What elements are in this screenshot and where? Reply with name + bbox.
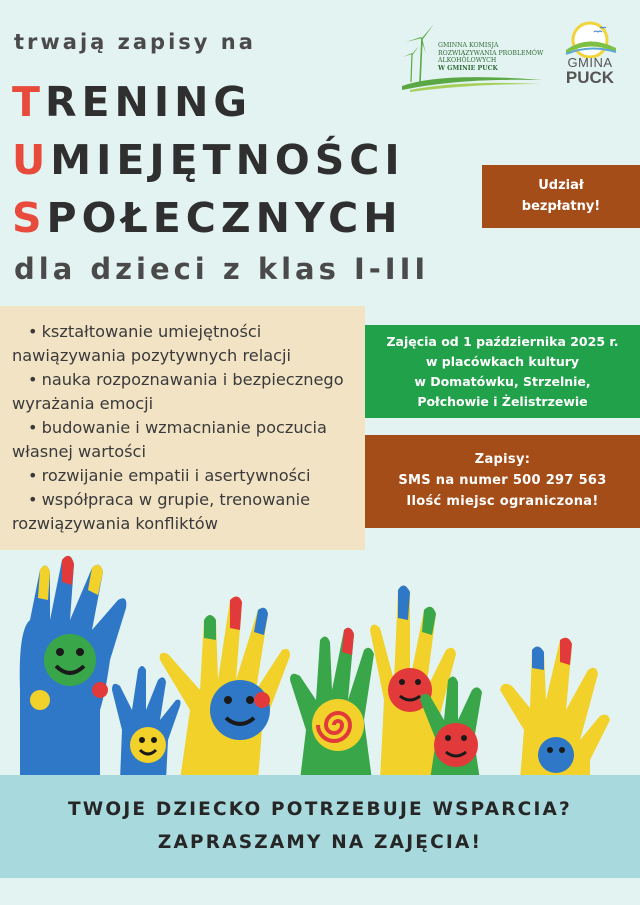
schedule-line-3: w Domatówku, Strzelnie, (414, 373, 591, 389)
commission-line-4: W GMINIE PUCK (438, 64, 498, 72)
schedule-box (365, 325, 640, 418)
bullet-icon: • (28, 418, 38, 437)
list-item (12, 488, 361, 536)
title-line-1 (12, 78, 253, 126)
footer-line-1: TWOJE DZIECKO POTRZEBUJE WSPARCIA? (67, 799, 572, 820)
painted-hand (112, 666, 181, 780)
schedule-line-4: Połchowie i Żelistrzewie (417, 393, 588, 409)
subtitle: trwają zapisy na (14, 30, 256, 54)
topic-text: nauka rozpoznawania i bezpiecznego wyrażania emocji (12, 370, 344, 413)
schedule-line-2: w placówkach kultury (425, 353, 580, 369)
schedule-line-1: Zajęcia od 1 października 2025 r. (386, 333, 619, 349)
bullet-icon: • (28, 466, 38, 485)
title-initial-2: U (12, 136, 51, 184)
free-line-1: Udział (538, 178, 584, 194)
topic-text: rozwijanie empatii i asertywności (41, 466, 311, 485)
painted-hand (500, 638, 610, 780)
topic-text: współpraca w grupie, trenowanie rozwiązywania konfliktów (12, 490, 311, 533)
list-item (12, 416, 361, 464)
signup-limit: Ilość miejsc ograniczona! (406, 493, 599, 509)
list-item (12, 368, 361, 416)
painted-hand (20, 556, 127, 780)
gmina-puck-logo (558, 18, 622, 94)
audience-heading: dla dzieci z klas I-III (14, 252, 430, 286)
free-participation-box (482, 165, 640, 228)
footer-banner (0, 775, 640, 878)
title-rest-2: MIEJĘTNOŚCI (50, 136, 405, 184)
bullet-icon: • (28, 370, 38, 389)
bullet-icon: • (28, 490, 38, 509)
gmina-puck-text (560, 56, 620, 86)
free-line-2: bezpłatny! (521, 198, 601, 214)
bullet-icon: • (28, 322, 38, 341)
signup-box (365, 435, 640, 528)
title-initial-3: S (12, 194, 47, 242)
topic-text: budowanie i wzmacnianie poczucia własnej wartości (12, 418, 327, 461)
commission-logo (400, 20, 545, 92)
painted-hands-image (0, 540, 640, 780)
title-rest-1: RENING (44, 78, 253, 126)
painted-hand (290, 628, 374, 780)
commission-line-1: GMINNA KOMISJA (438, 42, 499, 49)
commission-logo-text (438, 42, 543, 72)
sun-hill-icon (558, 18, 622, 58)
title-rest-3: POŁECZNYCH (46, 194, 403, 242)
topics-box (0, 306, 365, 550)
painted-hand (160, 596, 290, 780)
commission-line-2: ROZWIĄZYWANIA PROBLEMÓW (438, 49, 544, 57)
footer-line-2: ZAPRASZAMY NA ZAJĘCIA! (157, 832, 483, 853)
gmina-label: GMINA (567, 55, 613, 70)
topics-list (0, 306, 365, 536)
list-item (12, 320, 361, 368)
signup-heading: Zapisy: (474, 452, 531, 468)
list-item (12, 464, 361, 488)
topic-text: kształtowanie umiejętności nawiązywania pozytywnych relacji (12, 322, 292, 365)
title-line-3 (12, 194, 403, 242)
signup-phone: SMS na numer 500 297 563 (398, 473, 607, 489)
title-line-2 (12, 136, 405, 184)
commission-line-3: ALKOHOLOWYCH (438, 57, 497, 64)
title-initial-1: T (12, 78, 45, 126)
puck-label: PUCK (565, 68, 615, 87)
